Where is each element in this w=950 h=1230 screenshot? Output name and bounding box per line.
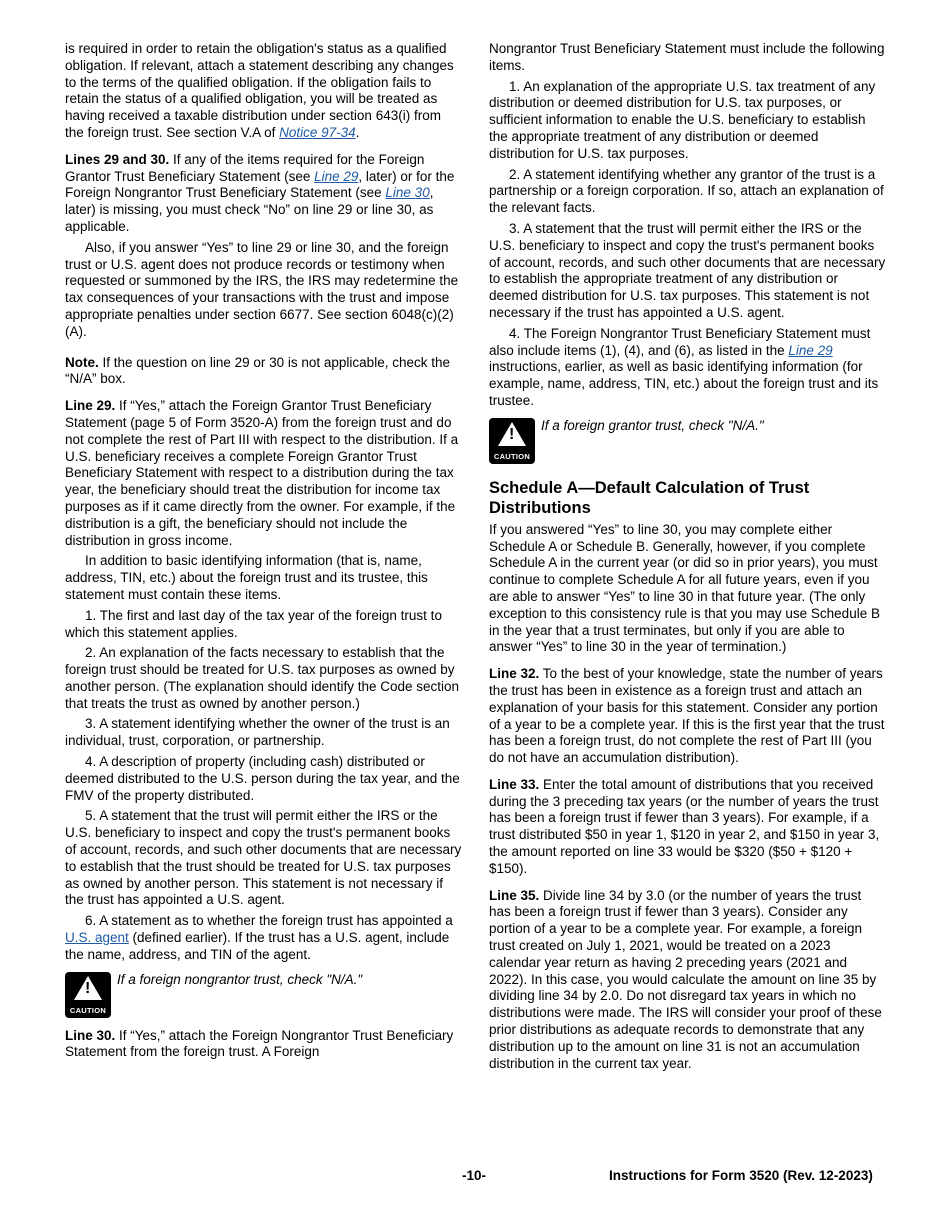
list-item: 2. An explanation of the facts necessary to establish that the foreign trust should be treated for U.S. tax purposes as owned by another person. (The explanation should identify the Code section that treats the trust as owned by another person.) — [65, 645, 460, 711]
us-agent-link[interactable]: U.S. agent — [65, 930, 129, 946]
notice-97-34-link[interactable]: Notice 97-34 — [279, 124, 356, 140]
note-heading: Note. — [65, 354, 99, 370]
list-item: 4. A description of property (including cash) distributed or deemed distributed to the U.S. person during the tax year, and the FMV of the property distributed. — [65, 754, 460, 803]
line-30-heading: Line 30. — [65, 1027, 116, 1043]
lines-29-30-heading: Lines 29 and 30. — [65, 151, 170, 167]
paragraph-line-30: Line 30. If “Yes,” attach the Foreign Nongrantor Trust Beneficiary Statement from the foreign trust. A Foreign — [65, 1027, 454, 1060]
line-32-heading: Line 32. — [489, 666, 540, 682]
list-item: 6. A statement as to whether the foreign trust has appointed a U.S. agent (defined earlier). If the trust has a U.S. agent, include the name, address, and TIN of the agent. — [65, 913, 453, 962]
caution-box — [65, 972, 462, 1018]
paragraph-obligation: is required in order to retain the obligation's status as a qualified obligation. If relevant, attach a statement describing any changes to the terms of the qualified obligation. If the obligation fails to retain the status of a qualified obligation, you will be treated as having received a taxable distribution under section 643(i) from the foreign trust. See section V.A of Notice 97-34. — [65, 41, 454, 140]
caution-box — [489, 418, 886, 464]
left-column — [65, 41, 462, 1065]
paragraph-schedule-a: If you answered “Yes” to line 30, you may complete either Schedule A or Schedule B. Generally, however, if you complete Schedule A in the current year (or did so in prior years), you must continue to complete Schedule A for all future years, even if you are able to answer “Yes” to line 30 in that future year. (The only exception to this consistency rule is that you may use Schedule B in the year that a trust terminates, but only if you are able to answer “Yes” to line 30 in the year of termination.) — [489, 521, 880, 655]
list-item: 3. A statement that the trust will permit either the IRS or the U.S. beneficiary to inspect and copy the trust's permanent books of account, records, and such other documents that are necessary to establish the appropriate treatment of any distribution or deemed distribution for U.S. tax purposes. This statement is not necessary if the trust has appointed a U.S. agent. — [489, 220, 886, 320]
paragraph-line-35: Line 35. Divide line 34 by 3.0 (or the number of years the trust has been a foreign trust if fewer than 3 years). Consider any portion of a year to be a complete year. For example, a foreign trust created on July 1, 2021, would be treated on a 2023 calendar year return as having 2 preceding years (2021 and 2022). In this case, you would calculate the amount on line 35 by dividing line 34 by 2.0. Do not disregard tax years in which no distributions were made. The IRS will consider your proof of these prior distributions as adequate records to demonstrate that any distribution up to the amount on line 31 is not an accumulation distribution in the current tax year. — [489, 887, 882, 1071]
page-number: -10- — [462, 1168, 487, 1183]
line-33-heading: Line 33. — [489, 776, 540, 792]
paragraph-note: Note. If the question on line 29 or 30 is not applicable, check the “N/A” box. — [65, 354, 450, 387]
list-item: 1. An explanation of the appropriate U.S. tax treatment of any distribution or deemed distribution for U.S. tax purposes, or sufficient information to enable the U.S. beneficiary to establish the appropriate treatment of any distribution or deemed distribution for U.S. tax purposes. — [489, 78, 876, 161]
list-item: 2. A statement identifying whether any grantor of the trust is a partnership or a foreign corporation. If so, attach an explanation of the relevant facts. — [489, 166, 884, 216]
caution-text: If a foreign nongrantor trust, check "N/A." — [117, 971, 363, 987]
list-item: 5. A statement that the trust will permit either the IRS or the U.S. beneficiary to inspect and copy the trust's permanent books of account, records, and such other documents that are necessary to establish that the trust should be treated for U.S. tax purposes as owned by another person. This statement is not necessary if the trust has appointed a U.S. agent. — [65, 808, 462, 908]
caution-icon: ! CAUTION — [65, 972, 111, 1018]
caution-icon: ! CAUTION — [489, 418, 535, 464]
line-29-link[interactable]: Line 29 — [314, 168, 359, 184]
caution-label: CAUTION — [493, 451, 531, 461]
schedule-a-heading: Schedule A—Default Calculation of Trust Distributions — [489, 478, 810, 517]
caution-label: CAUTION — [69, 1005, 107, 1015]
line-35-heading: Line 35. — [489, 887, 540, 903]
line-29-link[interactable]: Line 29 — [788, 342, 833, 358]
line-29-heading: Line 29. — [65, 398, 116, 414]
paragraph-addition: In addition to basic identifying information (that is, name, address, TIN, etc.) about the foreign trust and its trustee, this statement must contain these items. — [65, 553, 428, 602]
paragraph-lines-29-30: Lines 29 and 30. If any of the items required for the Foreign Grantor Trust Beneficiary Statement (see Line 29, later) or for the Foreign Nongrantor Trust Beneficiary Statement (see Line 30, later) is missing, you must check “No” on line 29 or line 30, as applicable. — [65, 151, 455, 234]
paragraph-also: Also, if you answer “Yes” to line 29 or line 30, and the foreign trust or U.S. agent does not produce records or testimony when requested or summoned by the IRS, the IRS may redetermine the tax consequences of your transactions with the trust and impose appropriate penalties under section 6677. See section 6048(c)(2)(A). — [65, 239, 459, 339]
caution-text: If a foreign grantor trust, check "N/A." — [541, 417, 764, 433]
paragraph-line-33: Line 33. Enter the total amount of distributions that you received during the 3 preceding tax years (or the number of years the trust has been a foreign trust if fewer than 3 years). For example, if a trust distributed $50 in year 1, $120 in year 2, and $150 in year 3, the amount reported on line 33 would be $320 ($50 + $120 + $150). — [489, 776, 880, 876]
list-item: 3. A statement identifying whether the owner of the trust is an individual, trust, corporation, or partnership. — [65, 716, 450, 749]
paragraph-line-32: Line 32. To the best of your knowledge, state the number of years the trust has been in existence as a foreign trust and attach an explanation of your basis for this statement. Consider any portion of a year to be a complete year. If this is the first year that the trust has been a foreign trust, do not complete the rest of Part III (you do not have an accumulation distribution). — [489, 666, 885, 766]
line-30-link[interactable]: Line 30 — [385, 185, 430, 201]
paragraph-line-29: Line 29. If “Yes,” attach the Foreign Grantor Trust Beneficiary Statement (page 5 of Form 3520-A) from the foreign trust and do not complete the rest of Part III with respect to the distribution. If a U.S. beneficiary receives a complete Foreign Grantor Trust Beneficiary Statement with respect to a distribution during the tax year, the beneficiary should treat the distribution for income tax purposes as if it came directly from the owner. For example, if the distribution is a gift, the beneficiary should not include the distribution in gross income. — [65, 398, 459, 548]
paragraph-continuation: Nongrantor Trust Beneficiary Statement must include the following items. — [489, 41, 885, 73]
form-title-footer: Instructions for Form 3520 (Rev. 12-2023) — [609, 1168, 873, 1183]
list-item: 4. The Foreign Nongrantor Trust Beneficiary Statement must also include items (1), (4), and (6), as listed in the Line 29 instructions, earlier, as well as basic identifying information (for example, name, address, TIN, etc.) about the foreign trust and its trustee. — [489, 325, 879, 408]
list-item: 1. The first and last day of the tax year of the foreign trust to which this statement applies. — [65, 607, 442, 640]
right-column — [489, 41, 886, 1076]
